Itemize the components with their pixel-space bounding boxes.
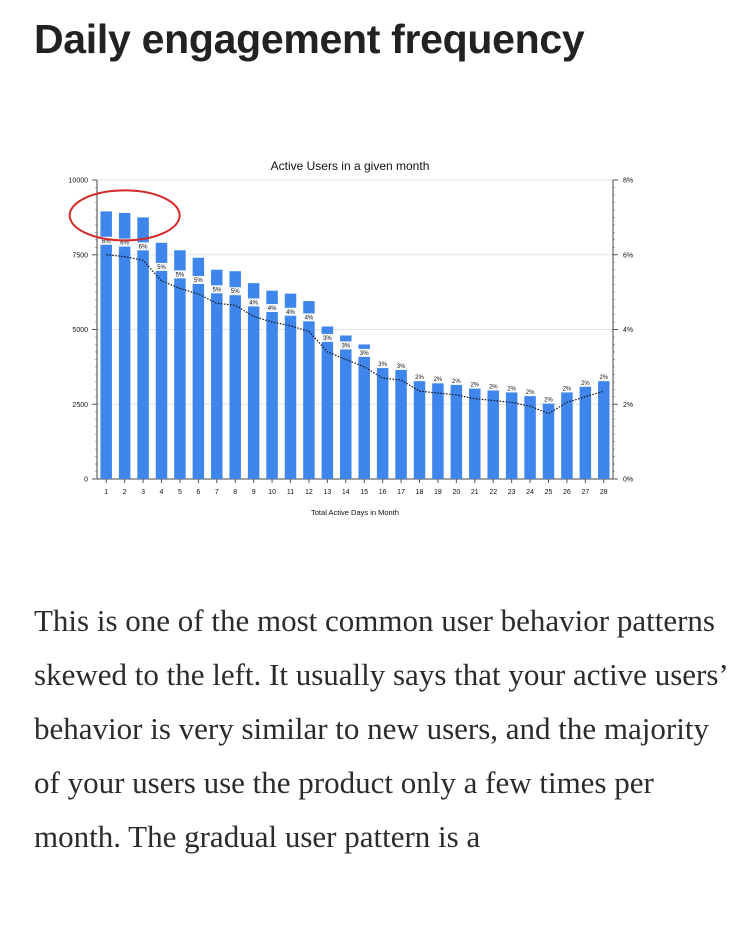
x-tick-label: 24: [526, 489, 534, 496]
bar: [506, 392, 517, 479]
x-tick-label: 13: [323, 489, 332, 496]
x-tick-label: 9: [251, 489, 256, 496]
data-label: 5%: [175, 272, 185, 279]
data-label: 3%: [359, 350, 369, 357]
x-tick-label: 22: [489, 489, 498, 496]
x-tick-label: 21: [470, 489, 479, 496]
x-tick-label: 20: [452, 489, 461, 496]
data-label: 3%: [396, 363, 406, 370]
x-tick-label: 23: [507, 489, 516, 496]
bar: [598, 380, 610, 479]
data-label: 6%: [101, 238, 111, 245]
body-paragraph: This is one of the most common user behavior patterns skewed to the left. It usually says that your active users’ behavior is very similar to new users, and the majority of your users use the product only a few times per month. The gradual user pattern is a: [34, 603, 727, 854]
x-tick-label: 27: [581, 489, 590, 496]
bar: [174, 250, 186, 479]
chart-xlabel: Total Active Days in Month: [311, 508, 399, 517]
bar: [156, 243, 168, 479]
x-tick-label: 8: [233, 489, 238, 496]
x-tick-label: 25: [544, 489, 553, 496]
data-label: 5%: [157, 264, 166, 271]
bar: [432, 383, 444, 479]
x-tick-label: 16: [378, 489, 387, 496]
data-label: 2%: [525, 390, 535, 397]
data-label: 2%: [470, 382, 480, 389]
x-tick-label: 28: [599, 489, 608, 496]
bar: [358, 344, 370, 479]
x-tick-label: 2: [122, 489, 127, 496]
x-tick-label: 10: [268, 489, 276, 496]
data-label: 2%: [507, 386, 516, 393]
data-label: 2%: [599, 375, 609, 382]
y2-tick-label: 0%: [623, 476, 634, 484]
bar: [543, 403, 555, 479]
y-tick-label: 10000: [68, 177, 88, 185]
y-tick-label: 5000: [72, 327, 88, 334]
x-tick-label: 7: [214, 489, 219, 496]
data-label: 2%: [452, 378, 461, 385]
x-tick-label: 5: [177, 489, 182, 496]
bar: [229, 271, 241, 479]
x-tick-label: 17: [397, 489, 405, 496]
x-tick-label: 26: [563, 489, 571, 496]
x-tick-label: 1: [104, 489, 109, 496]
data-label: 5%: [212, 287, 222, 294]
data-label: 5%: [194, 277, 203, 284]
data-label: 6%: [138, 244, 148, 251]
data-label: 4%: [267, 306, 277, 313]
active-users-chart: [0, 150, 750, 530]
x-tick-label: 3: [141, 489, 146, 496]
data-label: 2%: [581, 380, 590, 387]
bar: [137, 217, 149, 479]
y2-tick-label: 8%: [623, 177, 634, 185]
data-label: 4%: [249, 300, 258, 307]
chart-title: Active Users in a given month: [270, 159, 430, 173]
y2-tick-label: 2%: [623, 401, 634, 409]
y-tick-label: 7500: [72, 252, 88, 260]
bar: [377, 365, 389, 479]
bar: [451, 383, 463, 479]
y-tick-label: 0: [84, 476, 88, 484]
data-label: 4%: [286, 309, 295, 316]
bar: [524, 395, 536, 479]
bar: [303, 301, 315, 479]
x-tick-label: 15: [360, 489, 369, 496]
bar: [395, 367, 407, 479]
bar: [119, 213, 130, 479]
data-label: 4%: [304, 315, 314, 322]
x-tick-label: 12: [305, 489, 313, 496]
bar: [414, 380, 426, 479]
x-tick-label: 18: [415, 489, 424, 496]
data-label: 2%: [562, 386, 572, 393]
x-tick-label: 14: [341, 489, 350, 496]
data-label: 5%: [230, 289, 240, 296]
y2-tick-label: 6%: [623, 252, 634, 260]
data-label: 3%: [341, 343, 351, 350]
data-label: 2%: [433, 377, 443, 384]
bar: [469, 388, 481, 479]
bar: [193, 258, 205, 479]
bar: [340, 335, 352, 479]
x-tick-label: 11: [286, 489, 295, 496]
data-label: 2%: [544, 397, 553, 404]
data-label: 3%: [378, 362, 387, 369]
bar: [285, 294, 297, 479]
bar: [266, 291, 278, 479]
bar: [100, 211, 112, 479]
bar: [322, 327, 334, 479]
chart-svg: [0, 150, 750, 530]
bar: [487, 389, 499, 479]
data-label: 2%: [488, 384, 498, 391]
x-tick-label: 6: [196, 489, 201, 496]
x-tick-label: 4: [159, 489, 164, 496]
data-label: 3%: [323, 335, 332, 342]
bar: [580, 386, 592, 479]
x-tick-label: 19: [434, 489, 442, 496]
page-title: Daily engagement frequency: [34, 16, 585, 62]
y2-tick-label: 4%: [623, 327, 634, 334]
data-label: 2%: [415, 375, 424, 382]
data-label: 6%: [120, 240, 129, 247]
y-tick-label: 2500: [72, 401, 88, 409]
bar: [248, 283, 260, 479]
